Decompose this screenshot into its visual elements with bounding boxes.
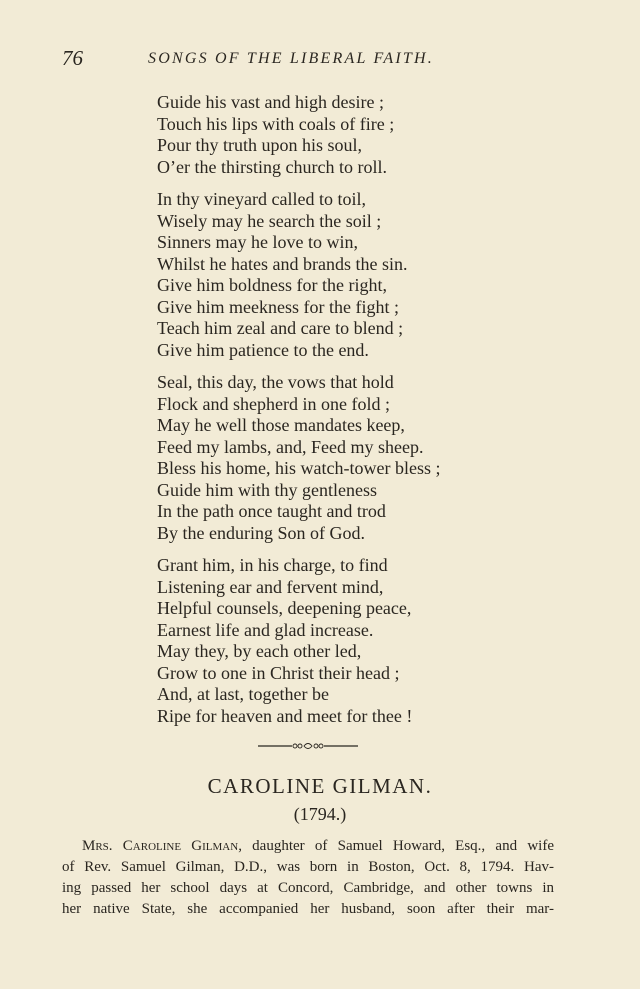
poem-line: Helpful counsels, deepening peace, — [157, 598, 412, 618]
bio-name: Mrs. Caroline Gilman — [82, 838, 239, 854]
poem-line: Whilst he hates and brands the sin. — [157, 253, 408, 274]
bio-line-1 — [62, 836, 554, 857]
poem-line: And, at last, together be — [157, 684, 329, 704]
poem-line: Give him patience to the end. — [157, 339, 369, 360]
poem-line: May they, by each other led, — [157, 641, 362, 661]
poem — [157, 92, 597, 738]
bio-line-2: of Rev. Samuel Gilman, D.D., was born in Boston, Oct. 8, 1794. Hav- — [62, 859, 554, 875]
poem-line: Give him meekness for the fight ; — [157, 296, 399, 317]
poem-line: Teach him zeal and care to blend ; — [157, 318, 404, 338]
page-number: 76 — [62, 46, 83, 70]
stanza-1 — [157, 92, 597, 178]
biography-paragraph — [62, 836, 554, 920]
poem-line: Listening ear and fervent mind, — [157, 576, 384, 597]
bio-line-3: ing passed her school days at Concord, Cambridge, and other towns in — [62, 880, 554, 896]
poem-line: Earnest life and glad increase. — [157, 619, 374, 640]
poem-line: Grow to one in Christ their head ; — [157, 662, 400, 683]
poem-line: Seal, this day, the vows that hold — [157, 372, 394, 392]
bio-line-4: her native State, she accompanied her husband, soon after their mar- — [62, 901, 554, 917]
page-header — [62, 46, 600, 72]
poem-line: Feed my lambs, and, Feed my sheep. — [157, 436, 424, 457]
poem-line: In thy vineyard called to toil, — [157, 189, 366, 209]
divider-ornament — [258, 738, 358, 754]
poem-line: Flock and shepherd in one fold ; — [157, 393, 390, 414]
stanza-4 — [157, 555, 597, 727]
poem-line: May he well those mandates keep, — [157, 415, 405, 435]
section-dates: (1794.) — [293, 804, 347, 824]
poem-line: By the enduring Son of God. — [157, 522, 365, 543]
poem-line: O’er the thirsting church to roll. — [157, 156, 387, 177]
poem-line: Ripe for heaven and meet for thee ! — [157, 705, 413, 726]
poem-line: Pour thy truth upon his soul, — [157, 135, 363, 155]
running-head: SONGS OF THE LIBERAL FAITH. — [148, 50, 434, 67]
stanza-2 — [157, 189, 597, 361]
bio-line-1-rest: , daughter of Samuel Howard, Esq., and wife — [238, 838, 554, 854]
section-heading: CAROLINE GILMAN. — [207, 774, 433, 798]
poem-line: Guide him with thy gentleness — [157, 479, 377, 500]
poem-line: Wisely may he search the soil ; — [157, 210, 382, 231]
poem-line: In the path once taught and trod — [157, 501, 386, 521]
poem-line: Grant him, in his charge, to find — [157, 555, 388, 575]
poem-line: Touch his lips with coals of fire ; — [157, 113, 395, 134]
poem-line: Sinners may he love to win, — [157, 232, 358, 252]
poem-line: Bless his home, his watch-tower bless ; — [157, 458, 441, 478]
poem-line: Give him boldness for the right, — [157, 275, 387, 295]
stanza-3 — [157, 372, 597, 544]
poem-line: Guide his vast and high desire ; — [157, 92, 384, 112]
